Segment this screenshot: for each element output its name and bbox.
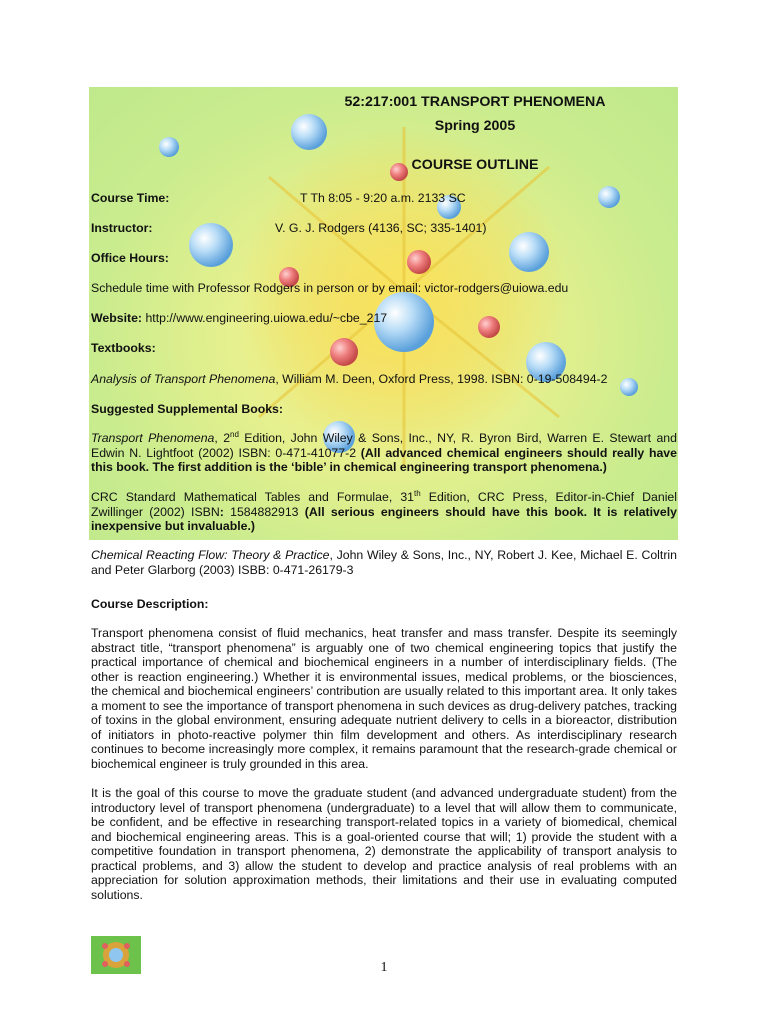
book2-isbn: 1584882913 (223, 504, 305, 519)
book1-title: Transport Phenomena (91, 431, 215, 445)
description-label: Course Description: (91, 597, 209, 611)
book2-title: CRC Standard Mathematical Tables and Formulae, 31 (91, 490, 414, 504)
course-time-value: T Th 8:05 - 9:20 a.m. 2133 SC (300, 191, 466, 205)
sphere-blue (189, 223, 233, 267)
textbook-details: , William M. Deen, Oxford Press, 1998. ISBN: 0-19-508494-2 (275, 372, 608, 386)
website-line (91, 311, 387, 325)
book2-colon: : (219, 504, 224, 519)
sphere-red (407, 250, 431, 274)
sphere-blue (620, 378, 638, 396)
book2-note: (All serious engineers should have this book. It is relatively inexpensive but invaluable.) (91, 504, 677, 533)
office-hours-label: Office Hours: (91, 251, 169, 265)
outline-heading: COURSE OUTLINE (411, 157, 539, 173)
book2-edition-sup: th (414, 488, 421, 498)
book1-note: (All advanced chemical engineers should really have this book. The first addition is the ‘bible’ in chemical engineering transport phenomena.) (91, 445, 677, 474)
course-time-label: Course Time: (91, 191, 170, 205)
sphere-red (478, 316, 500, 338)
book1-edition: , 2 (214, 431, 231, 445)
description-paragraph-1: Transport phenomena consist of fluid mechanics, heat transfer and mass transfer. Despite its seemingly abstract title, “transport phenomena” is arguably one of two chemical engineering topics that justify the practical importance of chemical and biochemical engineers in a number of interdisciplinary fields. (The other is reaction engineering.) Whether it is environmental issues, medical problems, or the biosciences, the chemical and biochemical engineers’ contribution are usually related to this important area. It only takes a moment to see the importance of transport phenomena in such devices as drug-delivery patches, tracking of toxins in the global environment, ensuring adequate nutrient delivery to cells in a bioreactor, distribution of initiators in photo-reactive polymer thin film development and others. As interdisciplinary research continues to become increasingly more complex, it remains paramount that the research-grade chemical or biochemical engineer is truly grounded in this area. (91, 626, 677, 771)
sphere-blue (598, 186, 620, 208)
book3-details: , John Wiley & Sons, Inc., NY, Robert J. Kee, Michael E. Coltrin and Peter Glarborg (2003) ISBB: 0-471-26179-3 (91, 548, 677, 577)
website-link[interactable]: http://www.engineering.uiowa.edu/~cbe_217 (142, 311, 388, 325)
instructor-value: V. G. J. Rodgers (4136, SC; 335-1401) (275, 221, 487, 235)
book1-edition-sup: nd (230, 429, 239, 439)
supplemental-label: Suggested Supplemental Books: (91, 402, 283, 416)
sphere-blue (159, 137, 179, 157)
supplemental-book-2 (91, 490, 677, 534)
sphere-blue (509, 232, 549, 272)
instructor-label: Instructor: (91, 221, 153, 235)
textbook-entry (91, 372, 607, 386)
description-paragraph-2: It is the goal of this course to move the graduate student (and advanced undergraduate student) from the introductory level of transport phenomena (undergraduate) to a level that will allow them to communicate, be confident, and be effective in researching transport-related topics in a variety of biomedical, chemical and biochemical engineering areas. This is a goal-oriented course that will; 1) provide the student with a competitive foundation in transport phenomena, 2) demonstrate the applicability of transport analysis to practical problems, and 3) allow the student to develop and practice analysis of real problems with an appreciation for solution approximation methods, their limitations and their use in evaluating computed solutions. (91, 786, 677, 902)
supplemental-book-1 (91, 431, 677, 475)
page-number: 1 (380, 960, 388, 975)
course-term: Spring 2005 (434, 118, 516, 134)
book3-title: Chemical Reacting Flow: Theory & Practice (91, 548, 330, 562)
supplemental-book-3 (91, 548, 677, 577)
course-title: 52:217:001 TRANSPORT PHENOMENA (344, 94, 606, 110)
textbook-title: Analysis of Transport Phenomena (91, 372, 276, 386)
textbooks-label: Textbooks: (91, 341, 156, 355)
book1-details: Edition, John Wiley & Sons, Inc., NY, R. Byron Bird, Warren E. Stewart and Edwin N. Lightfoot (2002) ISBN: 0-471-41077-2 (91, 431, 677, 460)
office-hours-text: Schedule time with Professor Rodgers in person or by email: victor-rodgers@uiowa.edu (91, 281, 569, 295)
sphere-red (330, 338, 358, 366)
website-label: Website: (91, 311, 143, 325)
book2-details: Edition, CRC Press, Editor-in-Chief Daniel Zwillinger (2002) ISBN (91, 490, 678, 519)
